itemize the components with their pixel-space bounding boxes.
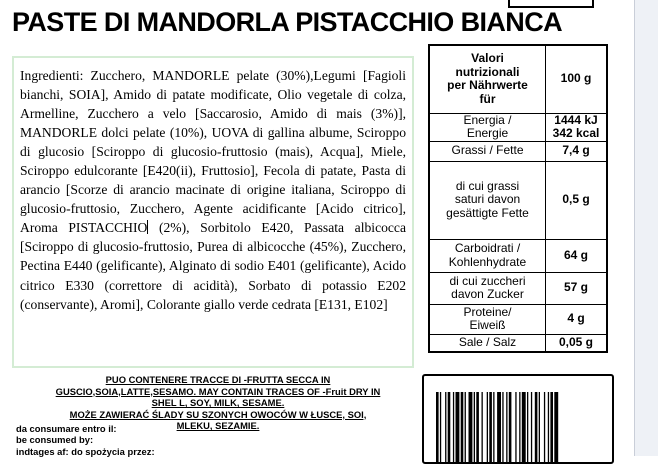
- product-title: PASTE DI MANDORLA PISTACCHIO BIANCA: [12, 7, 562, 37]
- allergen-line: GUSCIO,SOIA,LATTE,SESAMO. MAY CONTAIN TRACES OF -Fruit DRY IN: [55, 385, 381, 397]
- consume-by-line: da consumare entro il:: [16, 423, 117, 434]
- sugars-label: di cui zuccheri davon Zucker: [449, 273, 526, 302]
- nutrition-table: [428, 44, 608, 353]
- consume-by-block: [16, 423, 216, 457]
- nutrition-header-label-text: Valori nutrizionali per Nährwerte für: [447, 51, 528, 106]
- allergen-line: SHEL L, SOY, MILK, SESAME.: [151, 397, 285, 409]
- nutrition-row-label: [429, 304, 546, 334]
- allergen-line: MLEKU, SEZAMIE.: [176, 420, 260, 432]
- ingredients-text-continued: (2%), Sorbitolo E420, Passata albicocca [Sciroppo di glucosio-fruttosio, Purea di albicocche (45%), Zucchero, Pectina E440 (gelificante), Alginato di sodio E401 (gelificante), Acido citrico E330 (correttore di acidità), Sorbato di potassio E202 (conservante), Aromi], Colorante giallo verde cedrata [E131, E102]: [20, 220, 406, 312]
- energy-label: Energia / Energie: [463, 112, 512, 141]
- window-edge-strip: [634, 0, 658, 456]
- nutrition-row-value: [546, 113, 608, 141]
- nutrition-row-value: 64 g: [546, 239, 608, 272]
- carbohydrates-label: Carboidrati / Kohlenhydrate: [448, 241, 527, 269]
- barcode-icon: [436, 392, 602, 464]
- energy-value: 1444 kJ 342 kcal: [552, 112, 600, 141]
- nutrition-row-label: Sale / Salz: [429, 334, 546, 352]
- saturated-fat-label: di cui grassi saturi davon gesättigte Fette: [446, 178, 529, 220]
- consume-by-line: indtages af: do spożycia przez:: [16, 445, 155, 457]
- nutrition-row-label: [429, 161, 546, 239]
- allergen-line: PUO CONTENERE TRACCE DI -FRUTTA SECCA IN: [105, 374, 331, 385]
- nutrition-row-value: 4 g: [546, 304, 608, 334]
- nutrition-row-label: [429, 239, 546, 272]
- ingredients-text-box[interactable]: [12, 56, 414, 368]
- nutrition-row-value: 0,05 g: [546, 334, 608, 352]
- nutrition-row-value: 7,4 g: [546, 141, 608, 161]
- nutrition-row-label: [429, 113, 546, 141]
- barcode-box: [422, 374, 614, 464]
- allergen-line: MOŻE ZAWIERAĆ ŚLADY SU SZONYCH OWOCÓW W ŁUSCE, SOI,: [69, 408, 367, 420]
- ingredients-text: Ingredienti: Zucchero, MANDORLE pelate (30%),Legumi [Fagioli bianchi, SOIA], Amido di patate modificate, Olio vegetale di colza, Armelline, Zucchero a velo [Saccarosio, Amido di mais (3%)], MANDORLE dolci pelate (10%), UOVA di gallina albume, Sciroppo di glucosio [Sciroppo di glucosio-fruttosio (mais), Acqua], Miele, Sciroppo edulcorante [E420(ii), Fruttosio], Fecola di patate, Pasta di arancio [Scorze di arancio macinate di origine italiana, Sciroppo di glucosio-fruttosio, Zucchero, Agente acidificante [Acido citrico], Aroma PISTACCHIO: [20, 68, 406, 236]
- nutrition-header-value: 100 g: [546, 45, 608, 113]
- nutrition-row-label: [429, 272, 546, 304]
- protein-label: Proteine/ Eiweiß: [463, 304, 512, 333]
- nutrition-header-label: [429, 45, 546, 113]
- nutrition-row-value: 0,5 g: [546, 161, 608, 239]
- nutrition-row-value: 57 g: [546, 272, 608, 304]
- consume-by-line: be consumed by:: [16, 434, 94, 446]
- nutrition-row-label: Grassi / Fette: [429, 141, 546, 161]
